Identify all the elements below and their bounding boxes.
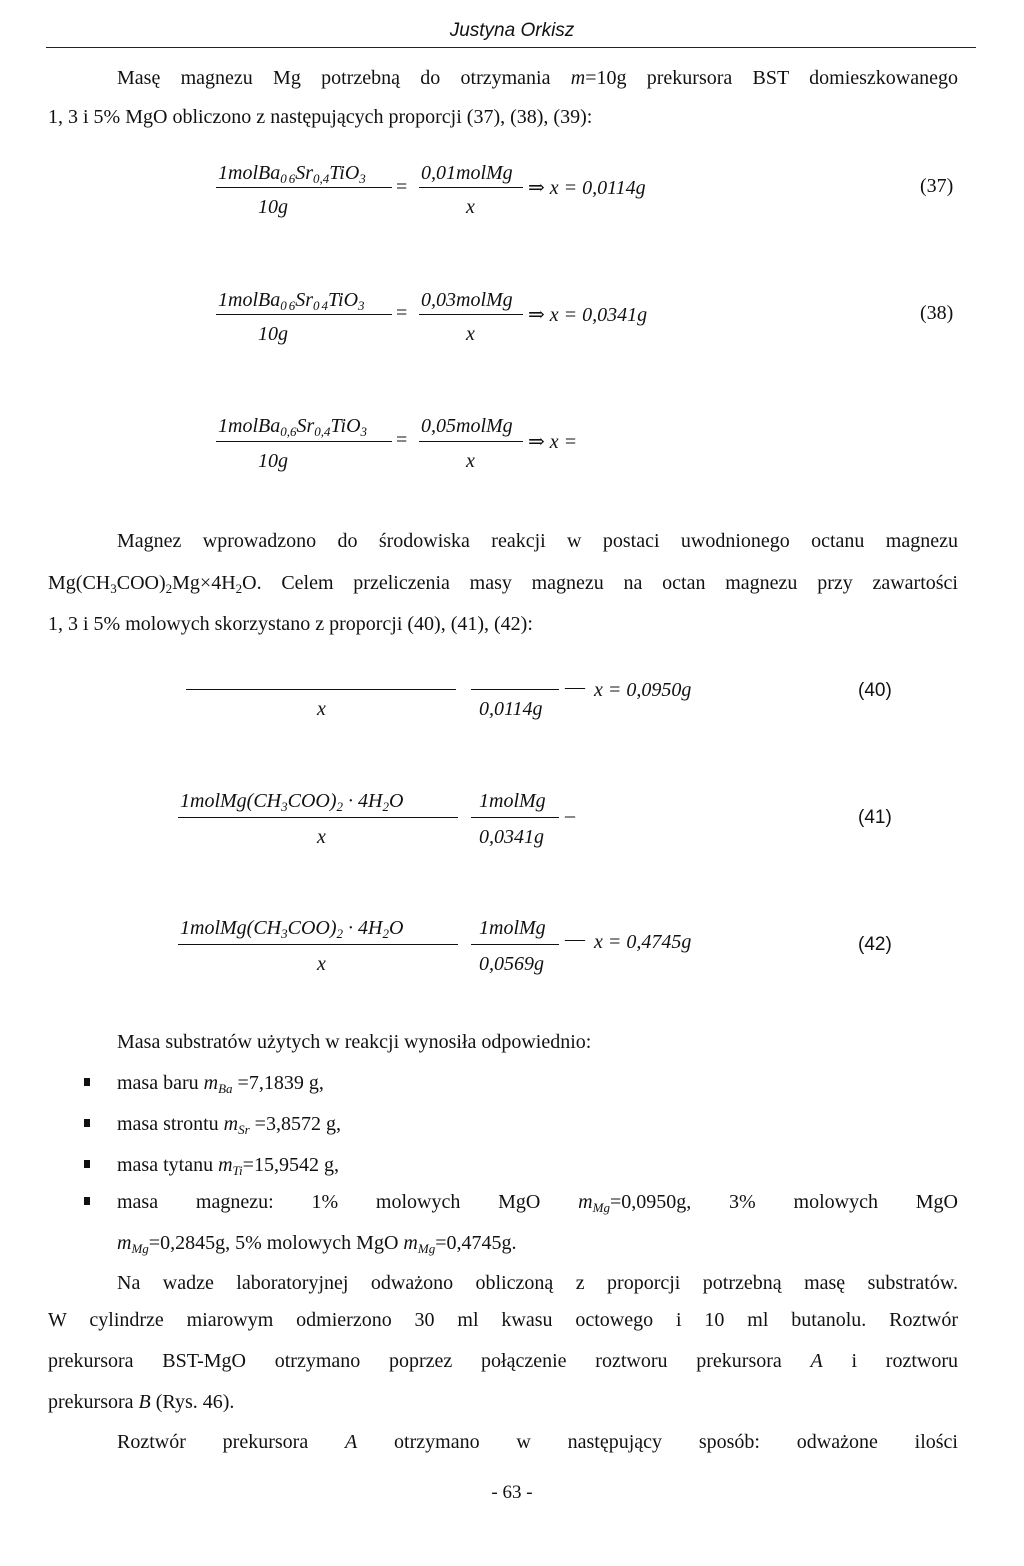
eq39-denominator-left: 10g — [258, 450, 288, 472]
eq40-denominator-left: x — [317, 698, 326, 720]
eq42-dash: — — [565, 928, 585, 950]
eq40-number: (40) — [858, 680, 892, 701]
eq38-numerator-left: 1molBa$_0$ $_6Sr_0$ $_4$TiO$_3$ — [218, 289, 365, 313]
eq40-denominator-right: 0,0114g — [479, 698, 543, 720]
eq39-numerator-right: 0,05molMg — [421, 415, 513, 437]
eq37-numerator-right: 0,01molMg — [421, 162, 513, 184]
header-divider — [46, 47, 976, 48]
eq42-fraction-bar-right — [471, 944, 559, 945]
eq38-fraction-bar-left — [216, 314, 392, 315]
eq42-numerator-right: 1molMg — [479, 917, 546, 939]
para2-line-2: $Mg(CH_3COO)_2Mg\times 4H_2O$. Celem przeliczenia masy magnezu na octan magnezu przy zawartości — [48, 572, 958, 596]
eq42-denominator-right: 0,0569g — [479, 953, 544, 975]
masses-intro: Masa substratów użytych w reakcji wynosiła odpowiednio: — [117, 1031, 592, 1053]
para2-line-3: 1, 3 i 5% molowych skorzystano z proporcji (40), (41), (42): — [48, 613, 533, 635]
eq42-fraction-bar-left — [178, 944, 458, 945]
eq38-fraction-bar-right — [419, 314, 523, 315]
eq37-numerator-left: 1molBa$_0$ $_6Sr_{0,4}TiO_3$ — [218, 162, 366, 186]
eq37-fraction-bar-right — [419, 187, 523, 188]
para3-line-3: prekursora BST-MgO otrzymano poprzez połączenie roztworu prekursora A i roztworu — [48, 1350, 959, 1372]
bullet-icon — [84, 1160, 90, 1168]
eq41-numerator-right: 1molMg — [479, 790, 546, 812]
eq40-fraction-bar-left — [186, 689, 456, 690]
bullet-icon — [84, 1119, 90, 1127]
eq41-denominator-right: 0,0341g — [479, 826, 544, 848]
eq41-fraction-bar-right — [471, 817, 559, 818]
eq41-denominator-left: x — [317, 826, 326, 848]
eq41-dash: _ — [565, 798, 575, 820]
eq42-denominator-left: x — [317, 953, 326, 975]
eq39-fraction-bar-left — [216, 441, 392, 442]
bullet-icon — [84, 1197, 90, 1205]
eq37-fraction-bar-left — [216, 187, 392, 188]
eq40-fraction-bar-right — [471, 689, 559, 690]
eq40-dash: — — [565, 676, 585, 698]
para2-line-1: Magnez wprowadzono do środowiska reakcji w postaci uwodnionego octanu magnezu — [117, 530, 958, 552]
eq42-numerator-left: $1molMg(CH_3COO)_2 \cdot 4H_2O$ — [180, 917, 404, 941]
eq39-numerator-left: $1molBa_{0,6}Sr_{0,4}TiO_3$ — [218, 415, 368, 439]
eq37-number: (37) — [920, 175, 954, 197]
mass-item-magnesium-line-1: masa magnezu: 1% molowych MgO $m_{Mg}=0,0950g$, 3% molowych MgO — [117, 1191, 958, 1215]
intro-line-2: 1, 3 i 5% MgO obliczono z następujących proporcji (37), (38), (39): — [48, 106, 593, 128]
eq38-denominator-right: x — [466, 323, 475, 345]
mass-item-barium: masa baru $m_{Ba} =7,1839$ g, — [117, 1072, 324, 1096]
eq41-numerator-left: $1molMg(CH_3COO)_2 \cdot 4H_2O$ — [180, 790, 404, 814]
eq38-number: (38) — [920, 302, 954, 324]
eq40-result: x = 0,0950g — [594, 679, 692, 701]
eq42-number: (42) — [858, 934, 892, 955]
mass-item-strontium: masa strontu $m_{Sr} =3,8572$ g, — [117, 1113, 341, 1137]
para3-line-1: Na wadze laboratoryjnej odważono obliczoną z proporcji potrzebną masę substratów. — [117, 1272, 958, 1294]
mass-item-titanium: masa tytanu $m_{Ti}=15,9542$ g, — [117, 1154, 339, 1178]
eq37-denominator-right: x — [466, 196, 475, 218]
eq41-fraction-bar-left — [178, 817, 458, 818]
para3-line-2: W cylindrze miarowym odmierzono 30 ml kwasu octowego i 10 ml butanolu. Roztwór — [48, 1309, 958, 1331]
eq37-equals: = — [396, 176, 408, 198]
eq39-denominator-right: x — [466, 450, 475, 472]
eq42-result: x = 0,4745g — [594, 931, 692, 953]
para4-line-1: Roztwór prekursora A otrzymano w następujący sposób: odważone ilości — [117, 1431, 958, 1453]
bullet-icon — [84, 1078, 90, 1086]
eq38-equals: = — [396, 302, 408, 324]
intro-line-1: Masę magnezu Mg potrzebną do otrzymania m=10g prekursora BST domieszkowanego — [117, 67, 958, 89]
page-number: - 63 - — [491, 1482, 533, 1503]
eq38-numerator-right: 0,03molMg — [421, 289, 513, 311]
eq39-result: ⇒ x = — [528, 431, 578, 453]
eq41-number: (41) — [858, 807, 892, 828]
eq37-result: ⇒ x = 0,0114g — [528, 177, 646, 199]
eq37-denominator-left: 10g — [258, 196, 288, 218]
running-header-author: Justyna Orkisz — [449, 20, 575, 41]
eq38-result: ⇒ x = 0,0341g — [528, 304, 648, 326]
mass-item-magnesium-line-2: $m_{Mg}=0,2845g$, 5% molowych MgO $m_{Mg}=0,4745g$. — [117, 1232, 517, 1256]
eq38-denominator-left: 10g — [258, 323, 288, 345]
para3-line-4: prekursora B (Rys. 46). — [48, 1391, 235, 1413]
eq39-fraction-bar-right — [419, 441, 523, 442]
eq39-equals: = — [396, 429, 408, 451]
